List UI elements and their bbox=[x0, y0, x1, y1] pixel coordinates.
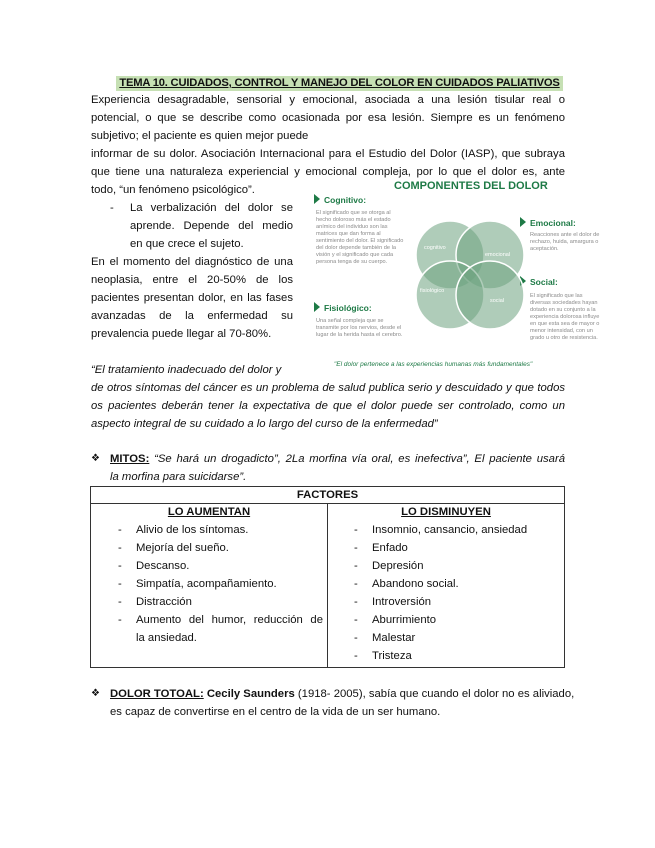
intro-line-4: informar de su dolor. Asociación Internacional para el Estudio del Dolor (IASP), que subraya bbox=[91, 148, 565, 160]
social-text: El significado que las diversas sociedades hayan dotado en su conjunto a la experiencia dolorosa influye en que esta sea de mayor o menor intensidad, con un grado u otro de resistencia. bbox=[530, 293, 600, 341]
quote-line-2: de otros síntomas del cáncer es un problema de salud publica serio y descuidado y que todos bbox=[91, 382, 565, 394]
dolor-total-name: Cecily Saunders bbox=[203, 688, 295, 700]
page-title: TEMA 10. CUIDADOS, CONTROL Y MANEJO DEL COLOR EN CUIDADOS PALIATIVOS bbox=[119, 77, 560, 89]
dolor-total-line-1 bbox=[110, 685, 575, 703]
diamond-bullet-icon: ❖ bbox=[91, 453, 100, 464]
increase-header: LO AUMENTAN bbox=[167, 506, 251, 518]
list-item: - Distracción bbox=[136, 593, 323, 611]
list-item: - Mejoría del sueño. bbox=[136, 539, 323, 557]
emocional-label: Emocional: bbox=[530, 218, 576, 228]
page-title-bar bbox=[116, 76, 563, 91]
venn-label-emocional: emocional bbox=[485, 252, 511, 258]
chevron-right-icon bbox=[314, 302, 320, 312]
verbal-line-2: aprende. Depende del medio bbox=[130, 220, 293, 232]
list-item: - Enfado bbox=[372, 539, 564, 557]
fisiologico-label: Fisiológico: bbox=[324, 303, 372, 313]
list-item: - Descanso. bbox=[136, 557, 323, 575]
list-item-continuation: la ansiedad. bbox=[136, 632, 197, 644]
intro-line-6: todo, “un fenómeno psicológico”. bbox=[91, 184, 255, 196]
cognitivo-text: El significado que se otorga al hecho doloroso más el estado anímico del individuo son las matrices que dan forma al sentimiento del dolor. El significado del dolor depende también de la visión y el significado que cada persona tenga de su cuerpo. bbox=[316, 210, 404, 265]
decrease-list bbox=[328, 521, 564, 665]
intro-line-1: Experiencia desagradable, sensorial y emocional, asociada a una lesión tisular real o bbox=[91, 94, 565, 106]
list-item: - Introversión bbox=[372, 593, 564, 611]
venn-label-cognitivo: cognitivo bbox=[424, 245, 446, 251]
neoplasia-line-4: avanzadas de la enfermedad su bbox=[91, 310, 293, 322]
dash-bullet: - bbox=[110, 202, 114, 214]
diagram-title: COMPONENTES DEL DOLOR bbox=[394, 180, 548, 192]
mitos-line-2: la morfina para suicidarse”. bbox=[110, 471, 247, 483]
increase-list bbox=[91, 521, 327, 647]
mitos-text: “Se hará un drogadicto”, 2La morfina vía oral, es inefectiva”, El paciente usará bbox=[149, 453, 565, 465]
mitos-label: MITOS: bbox=[110, 453, 150, 465]
cognitivo-heading bbox=[314, 194, 366, 205]
fisiologico-heading bbox=[314, 302, 372, 313]
list-item: - Tristeza bbox=[372, 647, 564, 665]
venn-label-social: social bbox=[490, 298, 505, 304]
list-item: - Depresión bbox=[372, 557, 564, 575]
dolor-total-label: DOLOR TOTOAL: bbox=[110, 688, 204, 700]
quote-line-3: os pacientes deberán tener la expectativa de que el dolor puede ser controlado, como un bbox=[91, 400, 565, 412]
list-item: - Aumento del humor, reducción de bbox=[136, 611, 323, 629]
list-item: - Simpatía, acompañamiento. bbox=[136, 575, 323, 593]
list-item: - Aburrimiento bbox=[372, 611, 564, 629]
dolor-total-line-2: es capaz de convertirse en el centro de la vida de un ser humano. bbox=[110, 706, 441, 718]
emocional-text: Reacciones ante el dolor de rechazo, huida, amargura o aceptación. bbox=[530, 232, 600, 252]
decrease-header: LO DISMINUYEN bbox=[401, 506, 491, 518]
factors-table bbox=[90, 486, 565, 668]
cognitivo-label: Cognitivo: bbox=[324, 195, 367, 205]
neoplasia-line-2: neoplasia, entre el 20-50% de los bbox=[91, 274, 293, 286]
venn-circles bbox=[410, 210, 530, 340]
intro-line-5: que tiene una naturaleza experiencial y emocional compleja, por lo que el dolor es, ante bbox=[91, 166, 565, 178]
fisiologico-text: Una señal compleja que se transmite por los nervios, desde el lugar de la herida hasta el cerebro. bbox=[316, 318, 403, 338]
social-label: Social: bbox=[530, 277, 558, 287]
diamond-bullet-icon: ❖ bbox=[91, 688, 100, 699]
list-item: - Alivio de los síntomas. bbox=[136, 521, 323, 539]
intro-line-3: subjetivo; el paciente es quien mejor puede bbox=[91, 130, 309, 142]
verbal-line-3: en que crece el sujeto. bbox=[130, 238, 244, 250]
dolor-total-text: (1918- 2005), sabía que cuando el dolor no es aliviado, bbox=[294, 688, 575, 700]
decrease-column bbox=[328, 504, 565, 668]
increase-column bbox=[91, 504, 328, 668]
table-header: FACTORES bbox=[91, 487, 565, 504]
list-item: - Insomnio, cansancio, ansiedad bbox=[372, 521, 564, 539]
diagram-caption: "El dolor pertenece a las experiencias humanas más fundamentales" bbox=[334, 361, 533, 368]
pain-components-diagram bbox=[310, 180, 600, 372]
quote-line-4: aspecto integral de su cuidado a lo largo del curso de la enfermedad” bbox=[91, 418, 438, 430]
neoplasia-line-5: prevalencia puede llegar al 70-80%. bbox=[91, 328, 272, 340]
neoplasia-line-3: pacientes presentan dolor, en las fases bbox=[91, 292, 293, 304]
venn-label-fisiologico: fisiológico bbox=[420, 288, 445, 294]
chevron-right-icon bbox=[314, 194, 320, 204]
neoplasia-line-1: En el momento del diagnóstico de una bbox=[91, 256, 293, 268]
verbal-line-1: La verbalización del dolor se bbox=[130, 202, 293, 214]
list-item: - Abandono social. bbox=[372, 575, 564, 593]
intro-line-2: potencial, o que se describe como ocasionada por esa lesión. Siempre es un fenómeno bbox=[91, 112, 565, 124]
venn-circle-social bbox=[456, 261, 524, 329]
mitos-line-1 bbox=[110, 450, 565, 468]
quote-line-1: “El tratamiento inadecuado del dolor y bbox=[91, 364, 282, 376]
list-item: - Malestar bbox=[372, 629, 564, 647]
